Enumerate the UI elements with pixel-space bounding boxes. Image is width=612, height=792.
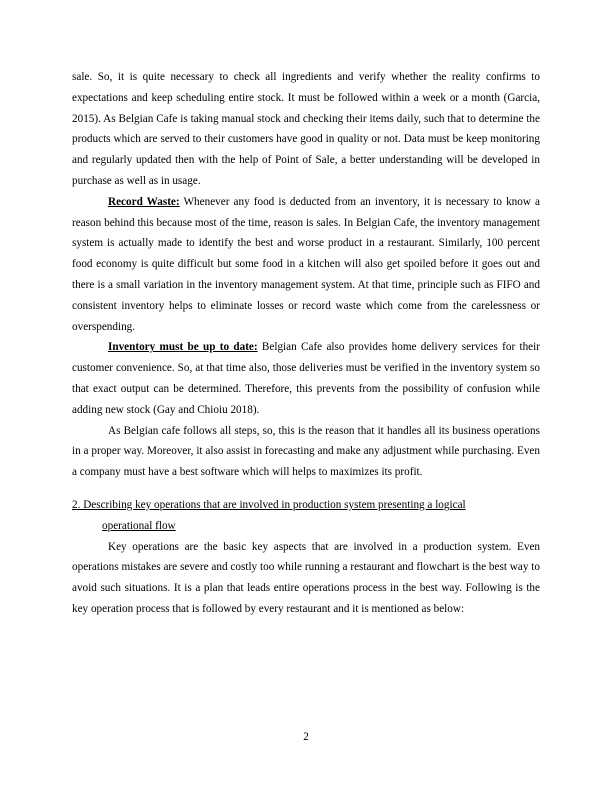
section-heading-key-operations bbox=[72, 495, 540, 537]
record-waste-body: Whenever any food is deducted from an inventory, it is necessary to know a reason behind this because most of the time, reason is sales. In Belgian Cafe, the inventory management system is actually made to identify the best and worse product in a restaurant. Similarly, 100 percent food economy is quite difficult but some food in a kitchen will also get spoiled before it goes out and there is a small variation in the inventory management system. At that time, principle such as FIFO and consistent inventory helps to eliminate losses or record waste which come from the carelessness or overspending. bbox=[72, 195, 540, 333]
record-waste-heading: Record Waste: bbox=[108, 195, 180, 208]
inventory-up-to-date-body: Belgian Cafe also provides home delivery services for their customer convenience. So, at that time also, those deliveries must be verified in the inventory system so that exact output can be determined. Therefore, this prevents from the possibility of confusion while adding new stock (Gay and Chioiu 2018). bbox=[72, 341, 540, 416]
page-body bbox=[72, 67, 540, 620]
paragraph-record-waste bbox=[72, 192, 540, 338]
paragraph-inventory-up-to-date bbox=[72, 337, 540, 420]
paragraph-belgian-cafe-steps: As Belgian cafe follows all steps, so, this is the reason that it handles all its business operations in a proper way. Moreover, it also assist in forecasting and make any adjustment while purchasing. Even a company must have a best software which will helps to maximizes its profit. bbox=[72, 424, 540, 479]
paragraph-key-operations: Key operations are the basic key aspects that are involved in a production system. Even operations mistakes are severe and costly too while running a restaurant and flowchart is the best way to avoid such situations. It is a plan that leads entire operations process in the best way. Following is the key operation process that is followed by every restaurant and it is mentioned as below: bbox=[72, 540, 540, 615]
page-number: 2 bbox=[303, 731, 309, 743]
section-heading-line-1: 2. Describing key operations that are involved in production system presenting a logical bbox=[72, 498, 466, 511]
section-heading-line-2: operational flow bbox=[102, 519, 176, 532]
inventory-up-to-date-heading: Inventory must be up to date: bbox=[108, 341, 258, 354]
paragraph-stock-check: sale. So, it is quite necessary to check all ingredients and verify whether the reality confirms to expectations and keep scheduling entire stock. It must be followed within a week or a month (Garcia, 2015). As Belgian Cafe is taking manual stock and checking their items daily, such that to determine the products which are served to their customers have good in quality or not. Data must be keep monitoring and regularly updated then with the help of Point of Sale, a better understanding will be developed in purchase as well as in usage. bbox=[72, 71, 540, 187]
